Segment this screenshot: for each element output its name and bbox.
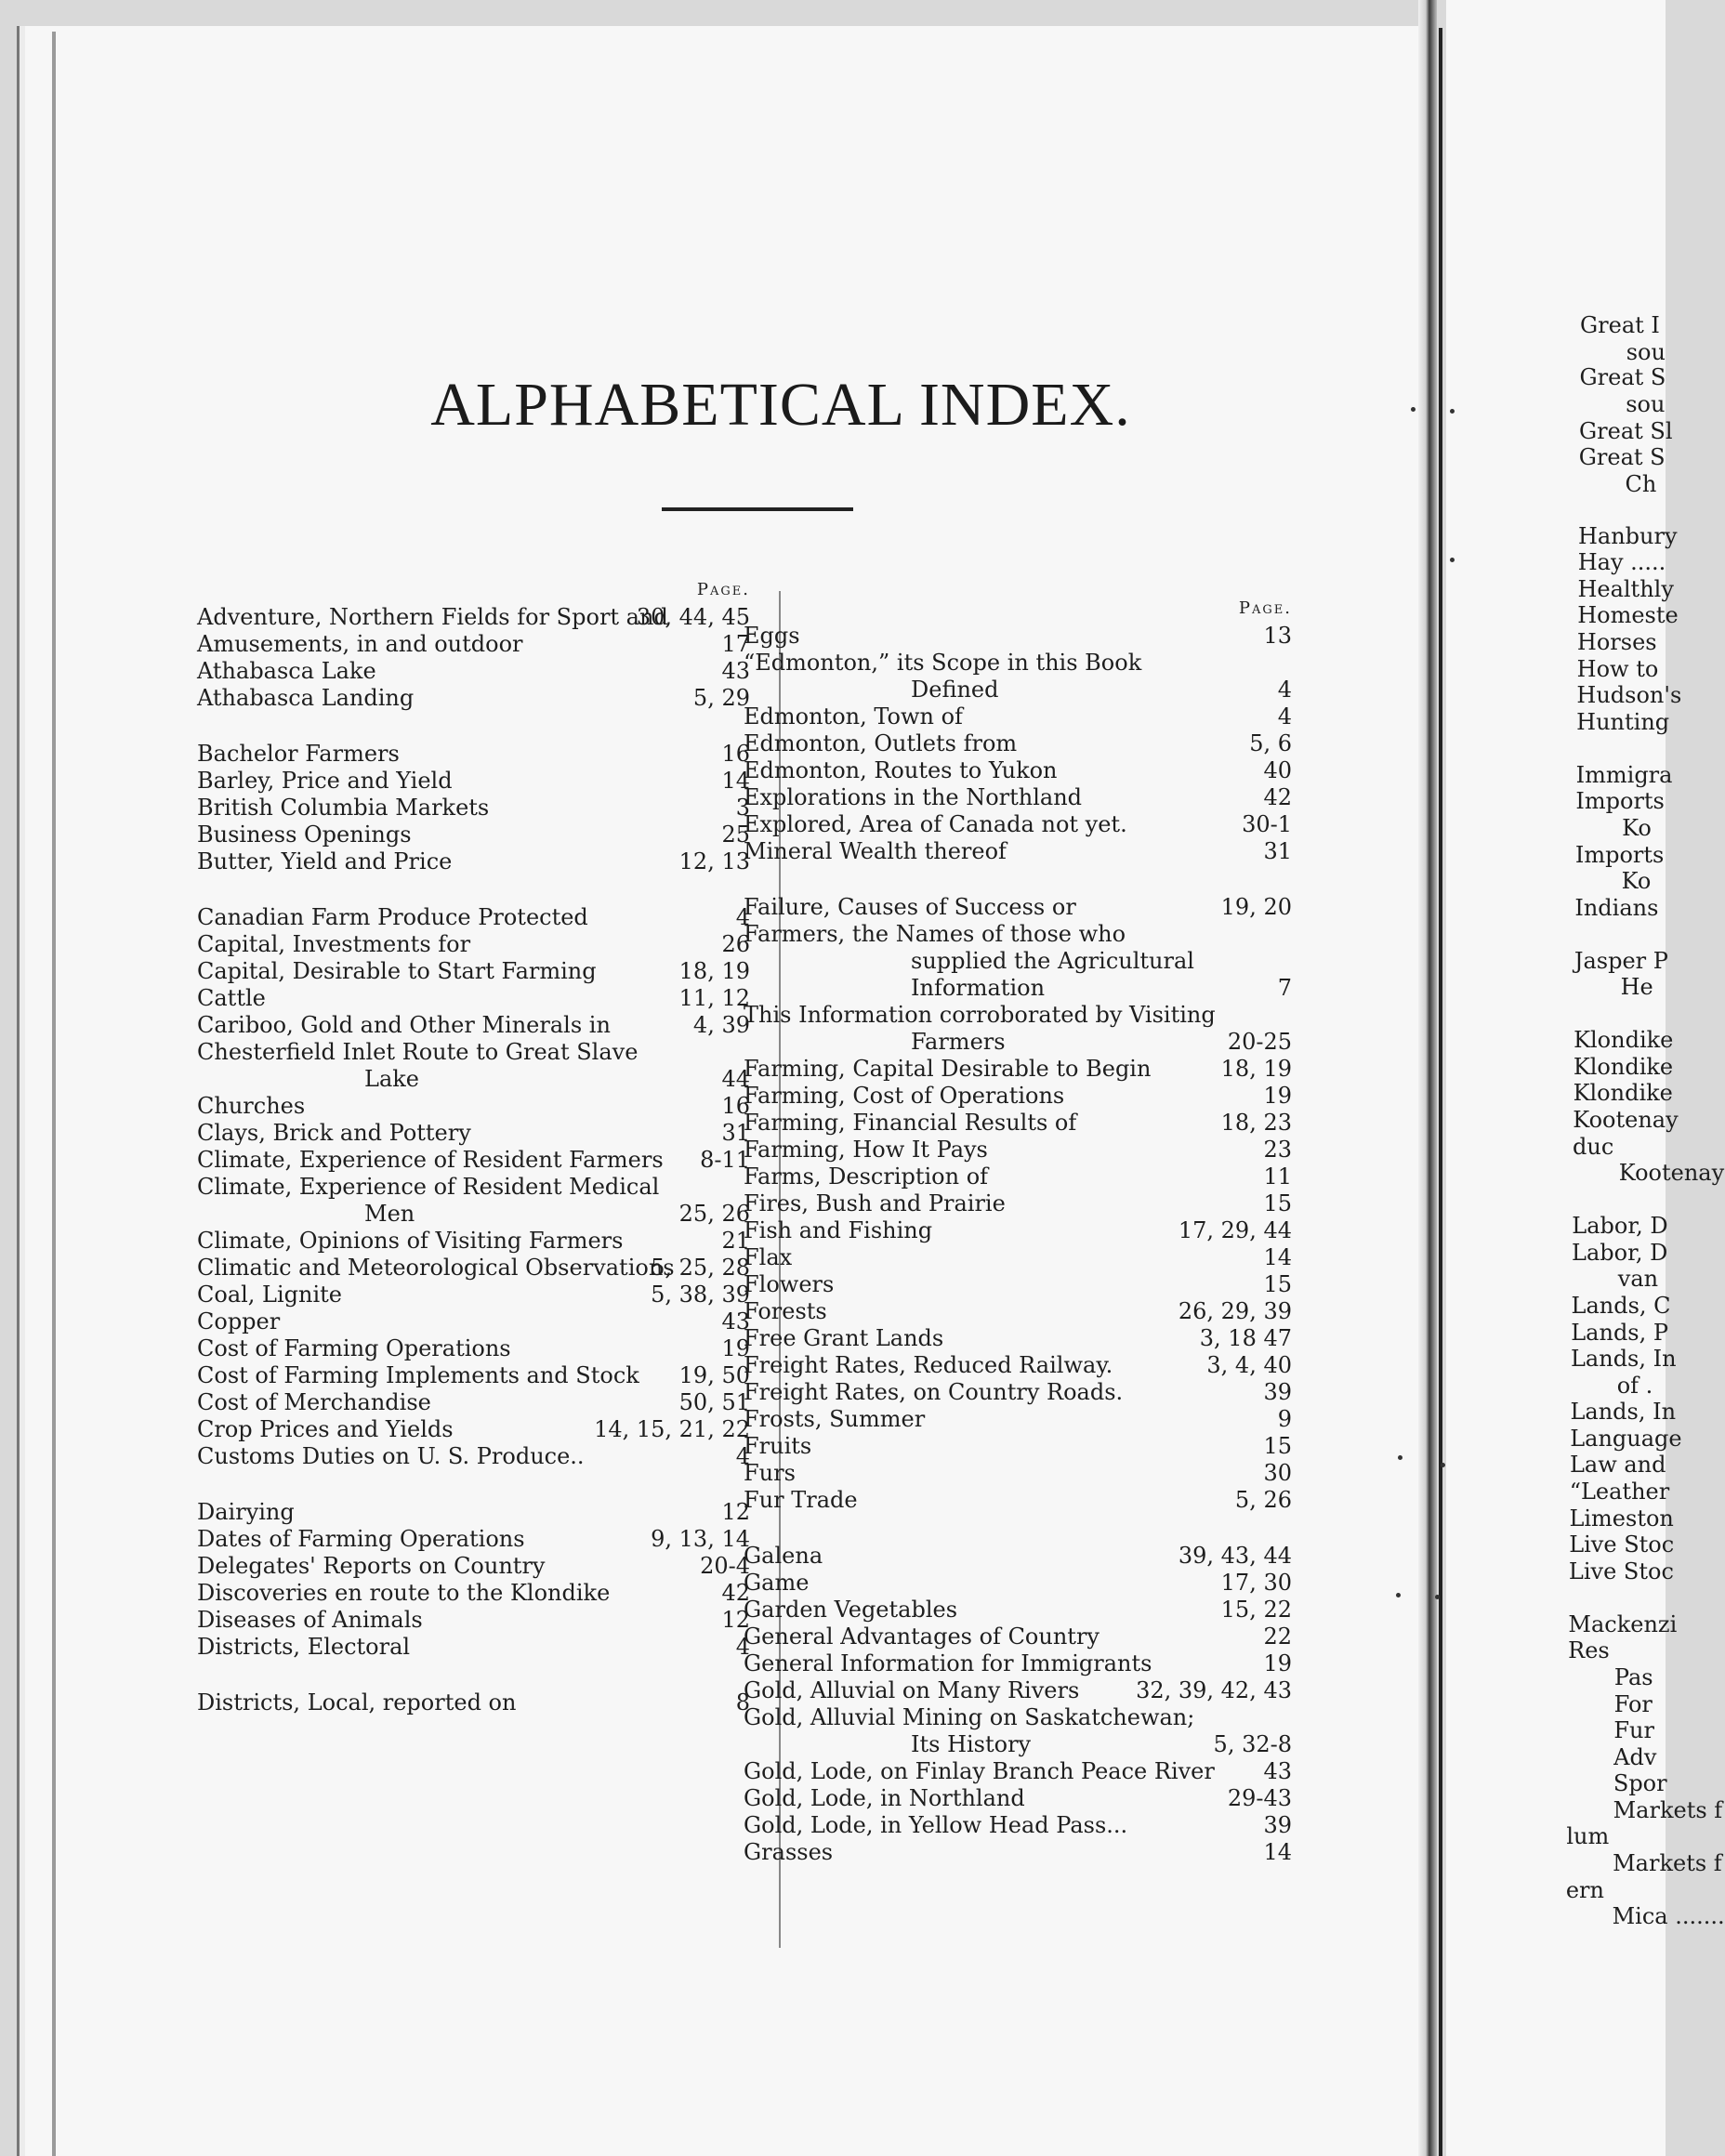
- right-page-entry-fragment: Immigra: [1575, 762, 1673, 788]
- right-page-entry-fragment: Great S: [1579, 364, 1666, 390]
- index-entry-page: 30, 44, 45: [636, 604, 750, 630]
- right-page-entry-fragment: Law and: [1569, 1452, 1666, 1478]
- index-entry: [744, 838, 1292, 865]
- right-page-entry-fragment: Spor: [1613, 1770, 1667, 1796]
- index-entry-page: 3: [735, 795, 750, 821]
- index-entry-text: Athabasca Lake: [197, 658, 376, 684]
- index-entry-text: Galena: [744, 1543, 823, 1569]
- right-page-entry-fragment: Labor, D: [1572, 1240, 1668, 1266]
- index-entry-text: Delegates' Reports on Country: [197, 1553, 546, 1579]
- index-entry: [197, 1335, 750, 1362]
- right-page-entry-fragment: Fur: [1613, 1717, 1654, 1743]
- index-entry-text: Failure, Causes of Success or: [744, 894, 1076, 920]
- index-entry-text: General Advantages of Country: [744, 1624, 1100, 1650]
- index-entry-page: 26: [721, 931, 750, 957]
- index-entry: [197, 741, 750, 768]
- index-entry-text: Edmonton, Routes to Yukon: [744, 757, 1058, 783]
- index-entry-text: Explored, Area of Canada not yet.: [744, 811, 1127, 837]
- index-entry: [197, 1389, 750, 1416]
- index-entry-text: Capital, Investments for: [197, 931, 471, 957]
- index-entry-text: Fish and Fishing: [744, 1217, 933, 1243]
- index-entry-page: 15: [1263, 1271, 1292, 1297]
- index-entry: [744, 623, 1292, 650]
- right-page-entry-fragment: Hanbury: [1577, 523, 1678, 549]
- index-entry: [197, 1093, 750, 1120]
- index-entry-page: 4: [1277, 677, 1292, 703]
- right-page-entry-fragment: Live Stoc: [1569, 1532, 1675, 1558]
- right-page-entry-fragment: Great I: [1580, 312, 1660, 338]
- index-entry: [744, 1137, 1292, 1163]
- index-entry-text: Gold, Lode, in Yellow Head Pass...: [744, 1812, 1128, 1838]
- right-page-entry-fragment: He: [1620, 974, 1653, 1000]
- index-entry: [744, 703, 1292, 730]
- index-entry: [744, 1543, 1292, 1570]
- print-speck: [1435, 1595, 1440, 1599]
- index-entry-text: Fur Trade: [744, 1487, 858, 1513]
- index-entry: [744, 1271, 1292, 1298]
- right-page-entry-fragment: Pas: [1613, 1664, 1653, 1690]
- right-page-entry-fragment: Indians: [1574, 895, 1659, 921]
- section-gap: [197, 1661, 750, 1689]
- right-page-entry-fragment: Markets f: [1613, 1850, 1722, 1876]
- page-heading: Page.: [1238, 598, 1292, 618]
- index-entry-page: 19, 20: [1220, 894, 1292, 920]
- index-entry-text: Gold, Alluvial Mining on Saskatchewan; Its History: [744, 1704, 1195, 1757]
- index-entry-text: Clays, Brick and Pottery: [197, 1120, 471, 1146]
- index-entry-page: 11, 12: [678, 985, 750, 1011]
- index-entry: [197, 1228, 750, 1255]
- index-entry-page: 22: [1263, 1624, 1292, 1650]
- index-entry: [744, 1406, 1292, 1433]
- index-entry-page: 29-43: [1227, 1785, 1292, 1811]
- index-entry-text: Dairying: [197, 1499, 295, 1525]
- right-page-entry-fragment: Klondike: [1573, 1054, 1674, 1080]
- index-entry-text: Gold, Lode, on Finlay Branch Peace River: [744, 1758, 1215, 1784]
- index-entry-page: 19: [1263, 1083, 1292, 1109]
- right-page-entry-fragment: lum: [1566, 1823, 1610, 1849]
- index-entry: [197, 848, 750, 875]
- index-entry-text: Frosts, Summer: [744, 1406, 926, 1432]
- right-page-entry-fragment: Ko: [1621, 868, 1652, 894]
- index-entry: [744, 757, 1292, 784]
- right-page-entry-fragment: of .: [1616, 1373, 1653, 1399]
- index-entry-text: Churches: [197, 1093, 306, 1119]
- index-entry: [744, 1190, 1292, 1217]
- right-page-entry-fragment: Kootenay: [1618, 1160, 1725, 1186]
- index-entry: [744, 650, 1292, 703]
- right-page-entry-fragment: Lands, In: [1570, 1399, 1677, 1425]
- index-entry-text: Amusements, in and outdoor: [197, 631, 523, 657]
- index-entry-text: Farmers, the Names of those who supplied the Agricultural Information: [744, 921, 1194, 1001]
- index-entry-page: 43: [1263, 1758, 1292, 1784]
- index-entry-text: Farming, Cost of Operations: [744, 1083, 1065, 1109]
- section-gap: [744, 1514, 1292, 1543]
- index-entry-page: 30-1: [1242, 811, 1292, 837]
- index-entry-text: This Information corroborated by Visiting Farmers: [744, 1002, 1216, 1055]
- right-page-entry-fragment: Great S: [1578, 444, 1666, 470]
- index-entry-page: 19, 50: [678, 1362, 750, 1388]
- index-entry: [197, 631, 750, 658]
- index-entry-page: 11: [1263, 1163, 1292, 1190]
- index-entry-text: Freight Rates, on Country Roads.: [744, 1379, 1124, 1405]
- index-entry-page: 4: [735, 904, 750, 930]
- index-entry-page: 4: [1277, 703, 1292, 730]
- index-entry-page: 31: [721, 1120, 750, 1146]
- index-entry-text: Game: [744, 1570, 810, 1596]
- index-entry-page: 3, 18 47: [1199, 1325, 1292, 1351]
- index-entry-page: 16: [721, 1093, 750, 1119]
- index-entry-text: Free Grant Lands: [744, 1325, 944, 1351]
- index-entry-page: 14, 15, 21, 22: [594, 1416, 750, 1442]
- index-entry-text: Explorations in the Northland: [744, 784, 1083, 810]
- index-entry: [197, 822, 750, 848]
- index-entry-page: 9, 13, 14: [651, 1526, 750, 1552]
- index-entry-page: 9: [1277, 1406, 1292, 1432]
- index-entry-page: 39: [1263, 1379, 1292, 1405]
- right-page-entry-fragment: duc: [1573, 1134, 1614, 1160]
- right-page-entry-fragment: Res: [1568, 1637, 1610, 1663]
- index-entry-page: 12, 13: [678, 848, 750, 874]
- index-entry-text: Capital, Desirable to Start Farming: [197, 958, 597, 984]
- right-page-entry-fragment: Lands, C: [1571, 1293, 1671, 1319]
- print-speck: [1398, 1455, 1402, 1460]
- index-entry: [744, 1704, 1292, 1758]
- right-page-entry-fragment: Jasper P: [1574, 948, 1668, 974]
- right-page-entry-fragment: Mackenzi: [1568, 1611, 1678, 1637]
- index-entry-text: Cariboo, Gold and Other Minerals in: [197, 1012, 611, 1038]
- index-entry-text: Mineral Wealth thereof: [744, 838, 1007, 864]
- index-entry-page: 15, 22: [1220, 1597, 1292, 1623]
- index-entry-text: Districts, Local, reported on: [197, 1689, 517, 1716]
- index-entry: [197, 1689, 750, 1716]
- index-entry-page: 26, 29, 39: [1178, 1298, 1292, 1324]
- index-entry-text: Cost of Farming Operations: [197, 1335, 511, 1361]
- index-entry: [197, 1499, 750, 1526]
- index-entry-page: 7: [1277, 975, 1292, 1001]
- index-entry-text: Farming, Financial Results of: [744, 1110, 1077, 1136]
- right-page-entry-fragment: How to: [1576, 656, 1659, 682]
- right-page-entry-fragment: ern: [1565, 1877, 1604, 1903]
- index-entry: [744, 1352, 1292, 1379]
- index-entry-page: 21: [721, 1228, 750, 1254]
- print-speck: [1450, 409, 1455, 414]
- index-entry-text: Cattle: [197, 985, 266, 1011]
- index-entry-text: General Information for Immigrants: [744, 1650, 1152, 1676]
- index-entry-page: 18, 23: [1220, 1110, 1292, 1136]
- index-entry-text: Fires, Bush and Prairie: [744, 1190, 1006, 1216]
- index-entry: [197, 1039, 750, 1093]
- index-entry: [744, 730, 1292, 757]
- index-entry: [744, 894, 1292, 921]
- index-entry-page: 16: [721, 741, 750, 767]
- index-entry-text: Cost of Merchandise: [197, 1389, 431, 1415]
- index-entry-page: 15: [1263, 1433, 1292, 1459]
- right-page-entry-fragment: Ko: [1622, 815, 1652, 841]
- right-page-entry-fragment: Imports: [1575, 788, 1665, 814]
- page-heading: Page.: [696, 580, 750, 599]
- index-entry-page: 18, 19: [1220, 1056, 1292, 1082]
- index-entry-text: Butter, Yield and Price: [197, 848, 453, 874]
- index-entry-page: 5, 6: [1249, 730, 1292, 756]
- index-entry: [197, 795, 750, 822]
- index-entry: [197, 958, 750, 985]
- index-column-left: [197, 576, 750, 1716]
- index-entry: [744, 1460, 1292, 1487]
- index-entry: [744, 1785, 1292, 1812]
- print-speck: [1396, 1593, 1401, 1597]
- index-entry-page: 25: [721, 822, 750, 848]
- index-entry: [744, 1056, 1292, 1083]
- index-entry: [744, 1677, 1292, 1704]
- right-page-entry-fragment: Language: [1570, 1426, 1682, 1452]
- index-entry: [744, 1325, 1292, 1352]
- index-entry: [744, 1379, 1292, 1406]
- index-entry-text: Gold, Lode, in Northland: [744, 1785, 1025, 1811]
- index-entry-page: 50, 51: [678, 1389, 750, 1415]
- index-entry-text: Grasses: [744, 1839, 834, 1865]
- index-entry-page: 43: [721, 1308, 750, 1334]
- index-entry-text: Furs: [744, 1460, 796, 1486]
- index-entry: [197, 1308, 750, 1335]
- index-entry-page: 23: [1263, 1137, 1292, 1163]
- index-entry-text: Climate, Experience of Resident Farmers: [197, 1147, 664, 1173]
- index-entry-page: 5, 38, 39: [651, 1282, 750, 1308]
- index-entry-text: Forests: [744, 1298, 827, 1324]
- index-entry: [197, 1120, 750, 1147]
- index-entry: [744, 1110, 1292, 1137]
- right-page-entry-fragment: Healthly: [1577, 576, 1674, 602]
- right-page-entry-fragment: Markets f: [1613, 1797, 1723, 1823]
- index-entry: [197, 1553, 750, 1580]
- index-entry: [744, 1650, 1292, 1677]
- index-entry: [744, 1244, 1292, 1271]
- index-entry: [197, 1362, 750, 1389]
- index-entry-page: 43: [721, 658, 750, 684]
- right-page-entry-fragment: Lands, In: [1570, 1346, 1677, 1372]
- right-page-entry-fragment: Horses: [1576, 629, 1657, 655]
- right-page-entry-fragment: Mica .......: [1612, 1903, 1725, 1929]
- page-title: ALPHABETICAL INDEX.: [430, 371, 1131, 439]
- index-entry: [197, 1174, 750, 1228]
- index-entry-page: 4, 39: [692, 1012, 750, 1038]
- right-page-entry-fragment: Hudson's: [1576, 682, 1682, 708]
- index-entry-page: 39, 43, 44: [1178, 1543, 1292, 1569]
- index-entry: [197, 904, 750, 931]
- index-entry-page: 14: [1263, 1839, 1292, 1865]
- right-page-entry-fragment: Limeston: [1569, 1505, 1674, 1532]
- index-entry-page: 5, 32-8: [1213, 1731, 1292, 1757]
- index-entry: [197, 604, 750, 631]
- right-page-entry-fragment: Adv: [1613, 1744, 1657, 1770]
- index-entry-page: 20-25: [1227, 1029, 1292, 1055]
- index-entry: [197, 1634, 750, 1661]
- index-entry-text: Farms, Description of: [744, 1163, 989, 1190]
- index-entry-text: Fruits: [744, 1433, 812, 1459]
- index-entry: [744, 1487, 1292, 1514]
- index-entry-text: Gold, Alluvial on Many Rivers: [744, 1677, 1080, 1703]
- index-entry-page: 19: [721, 1335, 750, 1361]
- index-entry-text: Eggs: [744, 623, 800, 649]
- index-entry: [197, 768, 750, 795]
- index-entry-text: Edmonton, Town of: [744, 703, 963, 730]
- index-entry: [744, 921, 1292, 1002]
- index-entry: [744, 1083, 1292, 1110]
- index-entry-page: 14: [721, 768, 750, 794]
- index-entry-page: 17: [721, 631, 750, 657]
- index-entry-page: 15: [1263, 1190, 1292, 1216]
- index-column-middle: [744, 595, 1292, 1866]
- right-page-entry-fragment: sou: [1626, 339, 1666, 365]
- section-gap: [197, 712, 750, 741]
- right-page-entry-fragment: Lands, P: [1571, 1320, 1669, 1346]
- index-entry: [197, 985, 750, 1012]
- index-entry-text: Dates of Farming Operations: [197, 1526, 525, 1552]
- index-entry-page: 30: [1263, 1460, 1292, 1486]
- index-entry-page: 20-4: [700, 1553, 750, 1579]
- index-entry-page: 17, 30: [1220, 1570, 1292, 1596]
- index-entry-page: 40: [1263, 757, 1292, 783]
- right-page-entry-fragment: Labor, D: [1572, 1213, 1668, 1239]
- right-page-entry-fragment: Klondike: [1574, 1027, 1674, 1053]
- index-entry-text: Districts, Electoral: [197, 1634, 411, 1660]
- index-entry: [197, 1580, 750, 1607]
- index-entry-text: Climate, Opinions of Visiting Farmers: [197, 1228, 624, 1254]
- print-speck: [1450, 558, 1455, 562]
- index-entry-text: Chesterfield Inlet Route to Great Slave Lake: [197, 1039, 639, 1092]
- section-gap: [197, 875, 750, 904]
- index-entry-text: Business Openings: [197, 822, 412, 848]
- index-entry-page: 44: [721, 1066, 750, 1092]
- index-entry-page: 13: [1263, 623, 1292, 649]
- right-page-entry-fragment: Hunting: [1576, 709, 1670, 735]
- index-entry-page: 4: [735, 1443, 750, 1469]
- section-gap: [744, 865, 1292, 894]
- right-page-entry-fragment: Kootenay: [1573, 1107, 1679, 1133]
- index-entry: [744, 1597, 1292, 1624]
- index-entry-text: Crop Prices and Yields: [197, 1416, 454, 1442]
- index-entry-page: 5, 25, 28: [651, 1255, 750, 1281]
- index-entry-text: Discoveries en route to the Klondike: [197, 1580, 611, 1606]
- index-entry-page: 39: [1263, 1812, 1292, 1838]
- book-gutter: [1418, 0, 1437, 2156]
- index-entry-page: 19: [1263, 1650, 1292, 1676]
- index-entry-text: Climate, Experience of Resident Medical Men: [197, 1174, 660, 1227]
- index-entry: [744, 1298, 1292, 1325]
- index-entry-text: Customs Duties on U. S. Produce..: [197, 1443, 585, 1469]
- index-entry-text: Flowers: [744, 1271, 835, 1297]
- index-entry: [197, 1607, 750, 1634]
- print-speck: [1441, 1463, 1445, 1467]
- index-entry-page: 12: [721, 1607, 750, 1633]
- index-entry-text: Barley, Price and Yield: [197, 768, 453, 794]
- index-entry-text: Cost of Farming Implements and Stock: [197, 1362, 639, 1388]
- right-page-entry-fragment: sou: [1626, 391, 1666, 417]
- index-entry-text: Edmonton, Outlets from: [744, 730, 1018, 756]
- index-entry-page: 42: [721, 1580, 750, 1606]
- index-entry-page: 18, 19: [678, 958, 750, 984]
- index-entry-text: Diseases of Animals: [197, 1607, 423, 1633]
- right-page-entry-fragment: Klondike: [1573, 1080, 1673, 1106]
- index-entry-page: 8-11: [700, 1147, 750, 1173]
- index-entry: [744, 1570, 1292, 1597]
- index-entry-page: 42: [1263, 784, 1292, 810]
- index-entry-text: Adventure, Northern Fields for Sport and: [197, 604, 668, 630]
- index-entry: [197, 685, 750, 712]
- index-entry: [744, 1217, 1292, 1244]
- index-entry-page: 5, 29: [692, 685, 750, 711]
- index-entry-text: Farming, How It Pays: [744, 1137, 988, 1163]
- index-entry-page: 5, 26: [1234, 1487, 1292, 1513]
- right-page-entry-fragment: For: [1613, 1691, 1653, 1717]
- index-entry-text: Flax: [744, 1244, 793, 1270]
- index-entry: [197, 658, 750, 685]
- index-entry-page: 17, 29, 44: [1178, 1217, 1292, 1243]
- index-entry-page: 4: [735, 1634, 750, 1660]
- page-edge: [52, 32, 56, 2156]
- index-entry-text: Bachelor Farmers: [197, 741, 400, 767]
- index-entry-text: “Edmonton,” its Scope in this Book Defined: [744, 650, 1142, 703]
- index-entry: [197, 1443, 750, 1470]
- index-entry: [744, 1002, 1292, 1056]
- right-page-entry-fragment: Ch: [1625, 471, 1657, 497]
- right-page-entry-fragment: Imports: [1574, 842, 1665, 868]
- index-entry-page: 25, 26: [678, 1201, 750, 1227]
- index-entry: [744, 1839, 1292, 1866]
- index-entry: [744, 1163, 1292, 1190]
- gutter-line: [1439, 28, 1442, 2156]
- index-entry: [197, 1282, 750, 1308]
- right-page-entry-fragment: Great Sl: [1578, 418, 1673, 444]
- index-entry: [744, 1624, 1292, 1650]
- right-page-entry-fragment: Homeste: [1577, 602, 1679, 628]
- index-entry: [744, 1433, 1292, 1460]
- index-entry-page: 3, 4, 40: [1206, 1352, 1292, 1378]
- index-entry-text: Athabasca Landing: [197, 685, 415, 711]
- right-page-entry-fragment: Hay .....: [1577, 549, 1666, 575]
- index-entry: [197, 1012, 750, 1039]
- index-entry: [744, 784, 1292, 811]
- right-page-entry-fragment: “Leather: [1569, 1479, 1670, 1505]
- section-gap: [197, 1470, 750, 1499]
- index-entry-text: Copper: [197, 1308, 281, 1334]
- index-entry: [197, 1526, 750, 1553]
- index-entry-page: 31: [1263, 838, 1292, 864]
- index-entry-page: 14: [1263, 1244, 1292, 1270]
- right-page-entry-fragment: van: [1617, 1266, 1659, 1292]
- index-entry-page: 12: [721, 1499, 750, 1525]
- index-entry-text: Climatic and Meteorological Observations: [197, 1255, 675, 1281]
- index-entry: [197, 1255, 750, 1282]
- index-entry-text: Garden Vegetables: [744, 1597, 958, 1623]
- right-page-entry-fragment: Live Stoc: [1568, 1558, 1674, 1584]
- title-rule: [662, 507, 853, 511]
- index-entry-page: 32, 39, 42, 43: [1136, 1677, 1292, 1703]
- index-entry-text: Coal, Lignite: [197, 1282, 343, 1308]
- index-entry: [744, 1812, 1292, 1839]
- index-entry-text: Canadian Farm Produce Protected: [197, 904, 588, 930]
- index-entry-text: British Columbia Markets: [197, 795, 490, 821]
- index-entry-text: Freight Rates, Reduced Railway.: [744, 1352, 1113, 1378]
- index-entry: [197, 931, 750, 958]
- index-entry: [197, 1416, 750, 1443]
- index-entry: [744, 811, 1292, 838]
- index-entry-text: Farming, Capital Desirable to Begin: [744, 1056, 1152, 1082]
- index-entry: [744, 1758, 1292, 1785]
- print-speck: [1411, 407, 1416, 412]
- index-entry: [197, 1147, 750, 1174]
- index-entry-page: 8: [735, 1689, 750, 1716]
